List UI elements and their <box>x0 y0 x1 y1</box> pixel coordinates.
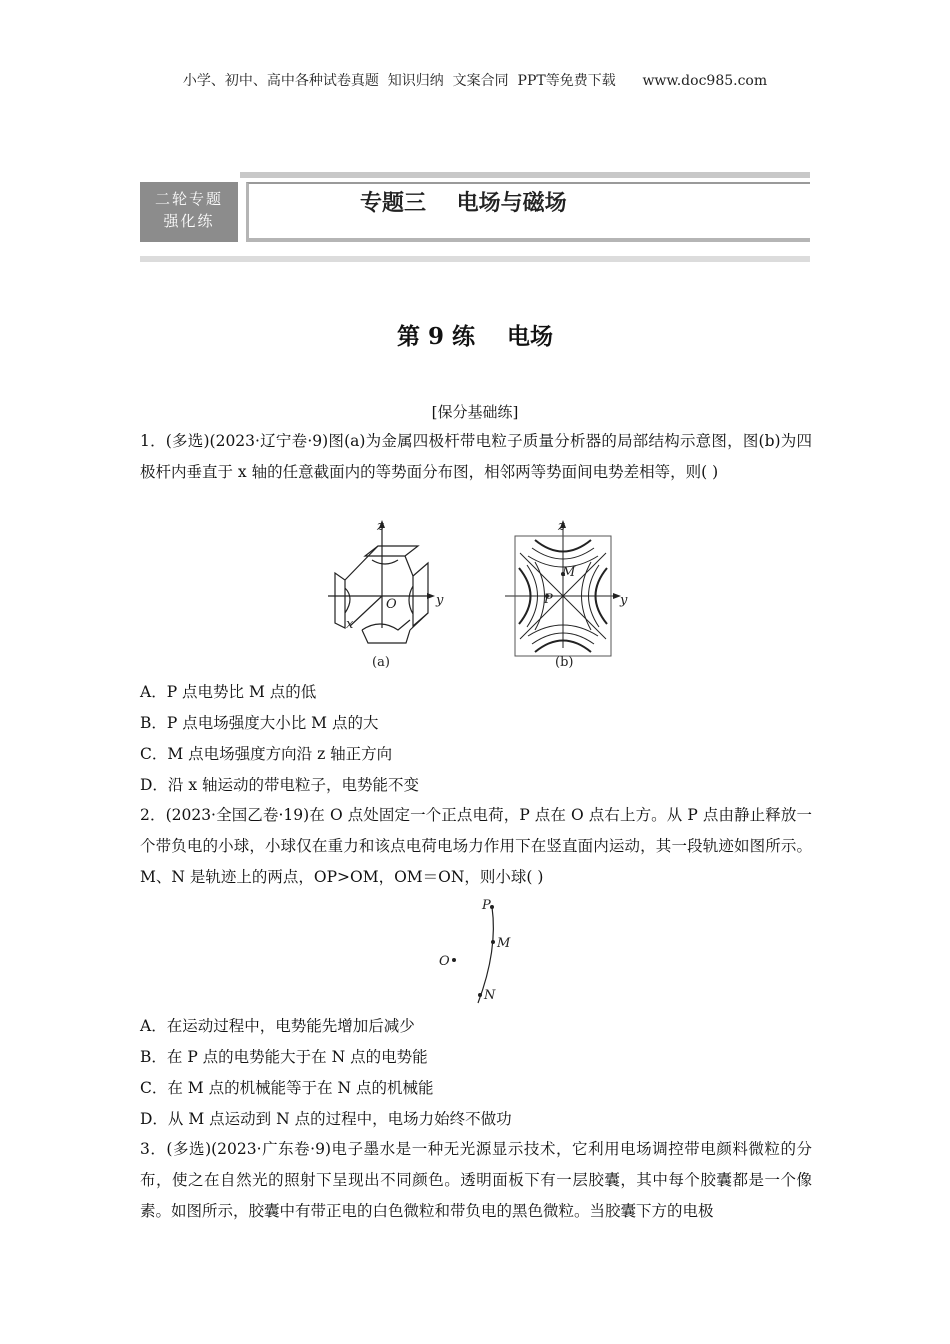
q2-figure <box>430 895 530 1007</box>
fig-b-M-label: M <box>562 565 576 580</box>
fig-a-z-label: z <box>377 519 384 534</box>
fig-b-z-label: z <box>558 519 565 534</box>
q2-option-c: C．在 M 点的机械能等于在 N 点的机械能 <box>140 1079 434 1097</box>
q1-figure <box>310 518 650 673</box>
section-tag: [保分基础练] <box>431 403 519 421</box>
q1-option-d: D．沿 x 轴运动的带电粒子，电势能不变 <box>140 776 420 794</box>
badge-line-2: 强化练 <box>163 212 215 230</box>
header-bottom-rule <box>140 256 810 262</box>
q2-option-b: B．在 P 点的电势能大于在 N 点的电势能 <box>140 1048 428 1066</box>
q2-label-M: M <box>497 936 511 951</box>
fig-a-O-label: O <box>386 597 397 612</box>
q2-option-d: D．从 M 点运动到 N 点的过程中，电场力始终不做功 <box>140 1110 512 1128</box>
badge-line-1: 二轮专题 <box>154 190 223 208</box>
q1-figure-b <box>505 520 621 656</box>
fig-b-caption: (b) <box>555 655 574 670</box>
site-banner: 小学、初中、高中各种试卷真题 知识归纳 文案合同 PPT等免费下载 www.doc985.com <box>182 73 768 89</box>
q2-label-P: P <box>482 898 491 913</box>
chapter-header <box>140 172 810 262</box>
q2-label-N: N <box>484 988 496 1003</box>
q2-option-a: A．在运动过程中，电势能先增加后减少 <box>140 1017 415 1035</box>
header-badge <box>140 182 238 242</box>
fig-a-x-label: x <box>346 617 354 632</box>
fig-b-y-label: y <box>620 593 628 608</box>
fig-a-caption: (a) <box>372 655 390 670</box>
q1-figure-a <box>328 520 435 643</box>
q1-stem: 1．(多选)(2023·辽宁卷·9)图(a)为金属四极杆带电粒子质量分析器的局部结构示意图，图(b)为四极杆内垂直于 x 轴的任意截面内的等势面分布图，相邻两等势面间电势差相等，则( ) <box>140 432 812 481</box>
q2-label-O: O <box>439 954 450 969</box>
q1-option-a: A．P 点电势比 M 点的低 <box>140 683 317 701</box>
q2-point-M <box>491 940 495 944</box>
q2-point-N <box>478 993 482 997</box>
q2-stem: 2．(2023·全国乙卷·19)在 O 点处固定一个正点电荷，P 点在 O 点右上方。从 P 点由静止释放一个带负电的小球，小球仅在重力和该点电荷电场力作用下在竖直面内运动，其一段轨迹如图所示。M、N 是轨迹上的两点，OP>OM，OM＝ON，则小球( ) <box>140 806 812 886</box>
q3-stem: 3．(多选)(2023·广东卷·9)电子墨水是一种无光源显示技术，它利用电场调控带电颜料微粒的分布，使之在自然光的照射下呈现出不同颜色。透明面板下有一层胶囊，其中每个胶囊都是一个像素。如图所示，胶囊中有带正电的白色微粒和带负电的黑色微粒。当胶囊下方的电极 <box>140 1140 812 1220</box>
q2-point-O <box>452 958 456 962</box>
header-top-rule <box>240 172 810 178</box>
q1-option-b: B．P 点电场强度大小比 M 点的大 <box>140 714 379 732</box>
fig-b-P-label: P <box>544 592 553 607</box>
chapter-title: 专题三 电场与磁场 <box>360 191 567 216</box>
q1-option-c: C．M 点电场强度方向沿 z 轴正方向 <box>140 745 393 763</box>
fig-a-y-label: y <box>436 593 444 608</box>
fig-a-x-axis <box>350 596 382 626</box>
lesson-title: 第 9 练 电场 <box>396 323 554 350</box>
